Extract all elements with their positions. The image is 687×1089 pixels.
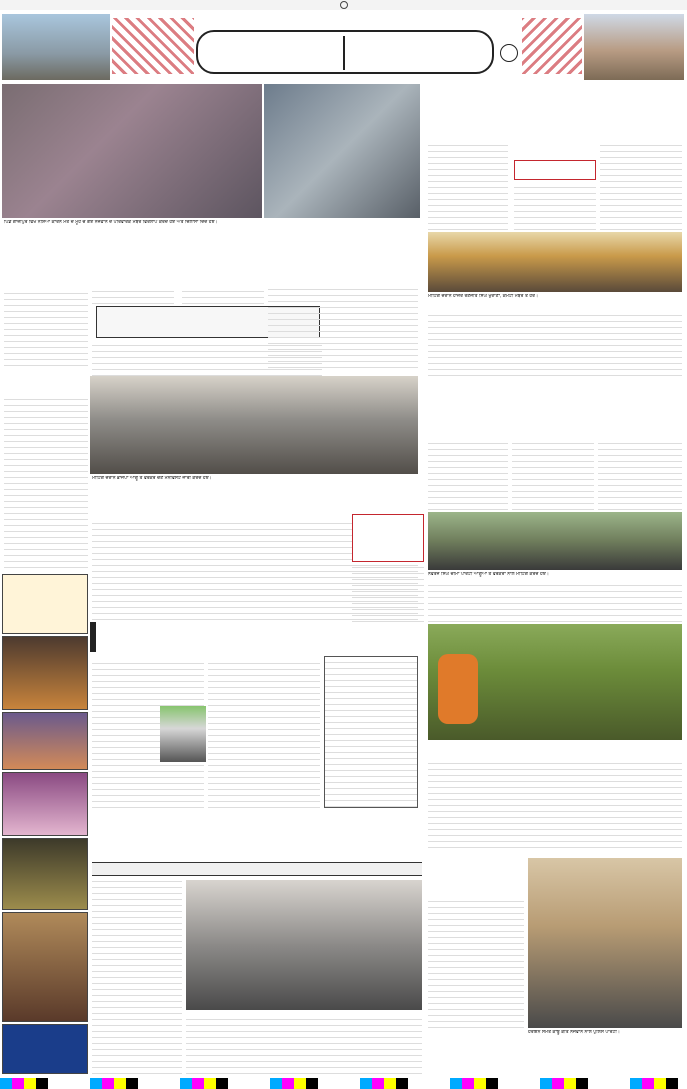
- committee-text-1: [428, 144, 508, 230]
- committee-box: [514, 160, 596, 180]
- candidates-box-text: [353, 515, 423, 519]
- farmers-text-2: [208, 660, 320, 808]
- ad-top-banner: [2, 574, 88, 634]
- heroin2-text: [428, 900, 524, 1028]
- akali-sub-box: [92, 862, 422, 876]
- nagar-text-4: [428, 582, 682, 622]
- drug-story-col2-top: [92, 288, 174, 304]
- candidates-box: [352, 514, 424, 562]
- photo-committee: [428, 232, 682, 292]
- committee-text-2: [514, 184, 596, 230]
- nagar-text-3: [598, 438, 682, 510]
- committee-credit: [630, 306, 682, 312]
- ad-film-5: [2, 912, 88, 1022]
- farmers-headline: [100, 624, 320, 654]
- masthead-photo-right: [584, 14, 684, 80]
- page-number: [500, 44, 518, 62]
- photo-caption-committee: ਮੀਟਿੰਗ ਦੌਰਾਨ ਹਾਜ਼ਰ ਰਣਜੀਤ ਸਿੰਘ ਖੁਰਾਣਾ, ਕਮੇਟੀ ਮੈਂਬਰ ਤੇ ਹੋਰ।: [428, 294, 539, 299]
- top-strip: [0, 0, 687, 10]
- drug-story-col4: [268, 288, 418, 368]
- masthead-box: [196, 30, 494, 74]
- committee-box-text: [515, 161, 595, 163]
- ad-contact: [2, 1024, 88, 1074]
- police-credit: [428, 1030, 524, 1038]
- drug-headline: [4, 238, 418, 284]
- masthead-divider: [343, 36, 345, 70]
- heroin-headline: [324, 624, 420, 654]
- figure-orange: [438, 654, 478, 724]
- ad-film-3: [2, 772, 88, 836]
- photo-caption-bjp: ਮੀਟਿੰਗ ਦੌਰਾਨ ਭਾਜਪਾ ਆਗੂ ਤੇ ਵਰਕਰ ਚੋਣ ਮੈਨੀਫੈਸਟੋ ਜਾਰੀ ਕਰਦੇ ਹੋਏ।: [92, 476, 212, 481]
- photo-consoling: [264, 84, 420, 218]
- committee-headline: [428, 86, 682, 142]
- ad-film-1: [2, 636, 88, 710]
- registration-mark: [340, 1, 348, 9]
- nagar-headline: [428, 378, 682, 434]
- photo-caption-top: ਪਿੰਡ ਗਾਜ਼ੀਪੁਰ ਵਿਖੇ ਨਸ਼ਿਆਂ ਕਾਰਨ ਮੌਤ ਦੇ ਮੂੰਹ ਚ ਗਏ ਨੌਜਵਾਨ ਦੇ ਪਰਿਵਾਰਕ ਮੈਂਬਰ ਵਿਰਲਾਪ ਕਰਦੇ ਹੋਏ ਅਤੇ ਦਿਲਾਸਾ ਦਿੰਦੇ ਹੋਏ।: [4, 220, 218, 225]
- nagar-nigam-headline: [92, 492, 418, 506]
- nagar-text-2: [512, 438, 594, 510]
- photo-nagar-meeting: [428, 512, 682, 570]
- photo-caption-police: ਹੈਰੋਇਨ ਸਮੇਤ ਕਾਬੂ ਕੀਤੇ ਨੌਜਵਾਨ ਨਾਲ ਪੁਲਿਸ ਪਾਰਟੀ।: [528, 1030, 620, 1035]
- drug-story-col1: [4, 288, 88, 366]
- masthead-photo-left: [2, 14, 110, 80]
- photo-mourning: [2, 84, 262, 218]
- photo-credit-top: [370, 226, 418, 232]
- color-bar: [0, 1078, 687, 1089]
- nazayaz-head: [8, 372, 86, 390]
- masthead-pattern-right: [522, 18, 582, 74]
- heroin-text: [324, 656, 418, 808]
- photo-bjp-group: [90, 376, 418, 474]
- photo-police: [528, 858, 682, 1028]
- farmers-bar: [90, 622, 96, 652]
- akali-text-right: [186, 1014, 422, 1074]
- nagar-nigam-sub: [150, 506, 380, 516]
- photo-caption-nagar: ਨਵਤੇਜ ਸਿੰਘ ਚੀਮਾ ਪਾਰਟੀ ਆਗੂਆਂ ਤੇ ਵਰਕਰਾਂ ਨਾਲ ਮੀਟਿੰਗ ਕਰਦੇ ਹੋਏ।: [428, 572, 549, 577]
- photo-akali-group: [186, 880, 422, 1010]
- photo-jasbir-singh: [160, 706, 206, 762]
- punjab-headline: [428, 742, 682, 756]
- akali-text-left: [92, 880, 182, 1074]
- heroin2-headline: [428, 858, 524, 898]
- akali-headline: [92, 846, 422, 860]
- liquor-story-text: [4, 394, 88, 568]
- punjab-text: [428, 758, 682, 848]
- committee-text-4: [428, 314, 682, 376]
- candidates-text: [352, 566, 424, 622]
- nagar-text-1: [428, 438, 508, 510]
- photo-planting: [428, 624, 682, 740]
- masthead-pattern-left: [112, 18, 194, 74]
- punjab-credit: [628, 850, 682, 856]
- drug-story-col3-top: [182, 288, 264, 304]
- committee-text-3: [600, 144, 682, 230]
- ad-film-4: [2, 838, 88, 910]
- ad-film-2: [2, 712, 88, 770]
